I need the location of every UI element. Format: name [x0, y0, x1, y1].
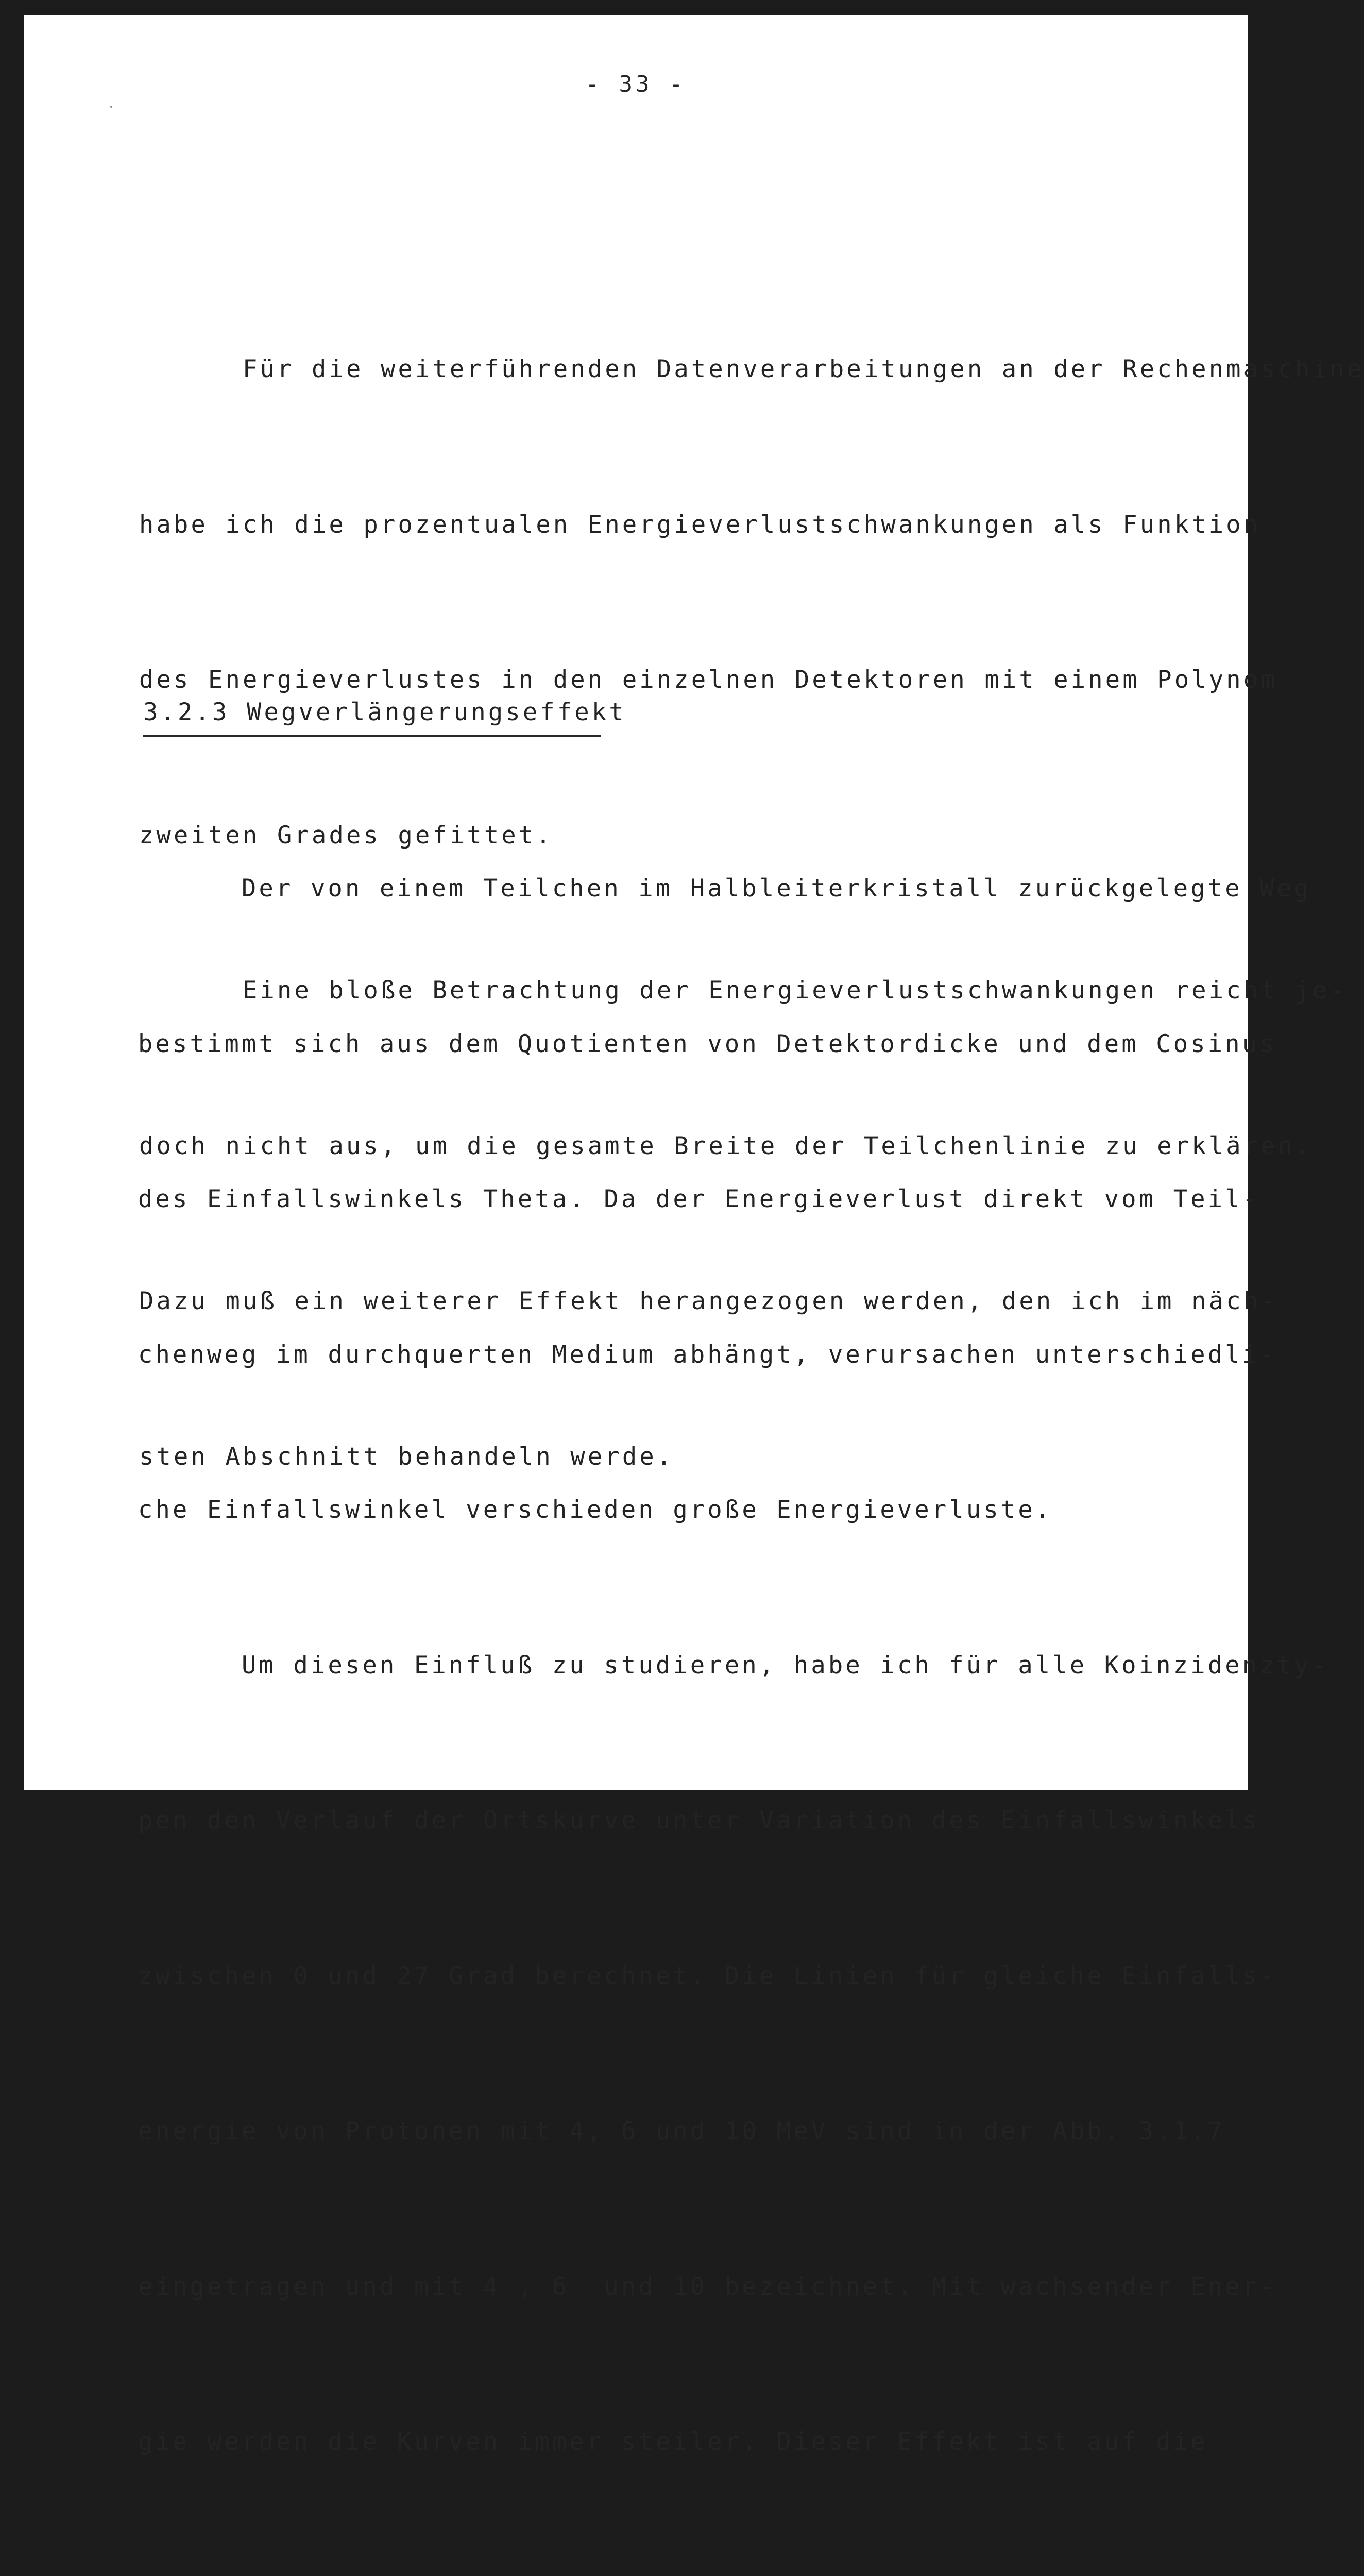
heading-underline: [143, 735, 601, 737]
paragraph-block-bottom: [138, 759, 1220, 2576]
text-line: chenweg im durchquerten Medium abhängt, verursachen unterschiedli-: [138, 1329, 1220, 1381]
text-line: Dazu muß ein weiterer Effekt herangezogen werden, den ich im näch-: [139, 1276, 1221, 1328]
text-line: che Einfallswinkel verschieden große Energieverluste.: [138, 1484, 1220, 1536]
text-line: zwischen 0 und 27 Grad berechnet. Die Linien für gleiche Einfalls-: [138, 1951, 1220, 2003]
document-page: [24, 15, 1248, 1790]
text-line: habe ich die prozentualen Energieverlustschwankungen als Funktion: [139, 499, 1221, 551]
text-line: sten Abschnitt behandeln werde.: [139, 1431, 1221, 1483]
text-line: des Einfallswinkels Theta. Da der Energieverlust direkt vom Teil-: [138, 1174, 1220, 1226]
text-line: [138, 2572, 1220, 2576]
text-line: des Energieverlustes in den einzelnen Detektoren mit einem Polynom: [139, 654, 1221, 706]
text-line: zweiten Grades gefittet.: [139, 810, 1221, 862]
text-line: Eine bloße Betrachtung der Energieverlustschwankungen reicht je-: [139, 965, 1221, 1017]
text-line: energie von Protonen mit 4, 6 und 10 MeV sind in der Abb. 3.1.7: [138, 2106, 1220, 2158]
text-line: Für die weiterführenden Datenverarbeitungen an der Rechenmaschine: [139, 344, 1221, 396]
section-heading: 3.2.3 Wegverlängerungseffekt: [143, 694, 626, 731]
text-line: Um diesen Einfluß zu studieren, habe ich für alle Koinzidenzty-: [138, 1640, 1220, 1692]
page-number: - 33 -: [24, 71, 1248, 97]
text-line: doch nicht aus, um die gesamte Breite der Teilchenlinie zu erklären.: [139, 1121, 1221, 1173]
scan-speck: [110, 106, 112, 108]
text-line: pen den Verlauf der Ortskurve unter Variation des Einfallswinkels: [138, 1795, 1220, 1847]
text-line: eingetragen und mit 4 , 6 und 10 bezeichnet. Mit wachsender Ener-: [138, 2261, 1220, 2313]
text-line: bestimmt sich aus dem Quotienten von Detektordicke und dem Cosinus: [138, 1019, 1220, 1071]
text-line: gie werden die Kurven immer steiler. Dieser Effekt ist auf die: [138, 2416, 1220, 2468]
text-line: Der von einem Teilchen im Halbleiterkristall zurückgelegte Weg: [138, 863, 1220, 915]
